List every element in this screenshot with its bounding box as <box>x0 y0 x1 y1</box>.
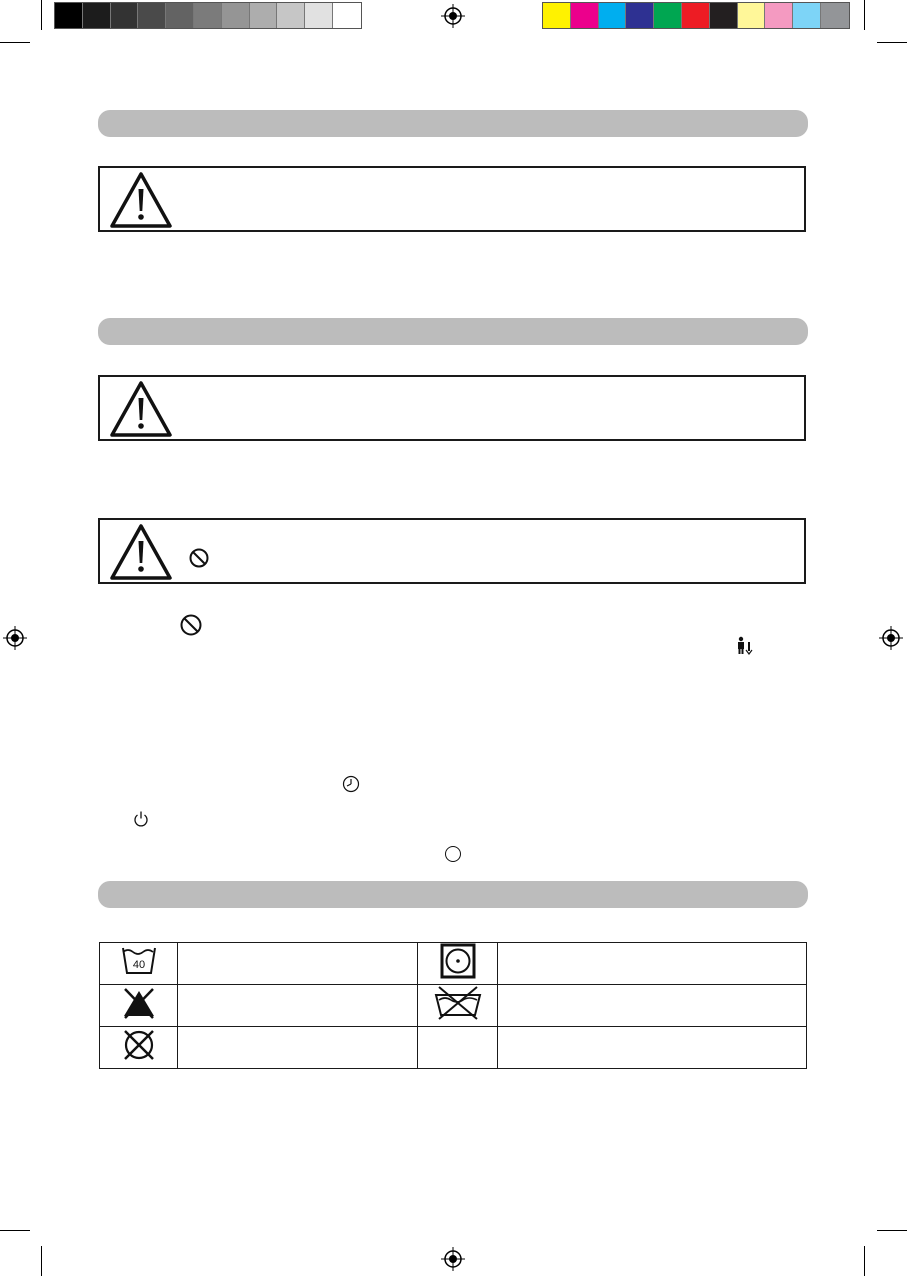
wash-temperature-label: 40 <box>132 959 145 971</box>
no-iron-icon <box>418 985 498 1027</box>
color-swatch <box>138 3 166 28</box>
tumble-dry-icon <box>418 943 498 985</box>
color-swatch <box>821 3 849 28</box>
table-row <box>100 985 807 1027</box>
crop-mark <box>41 0 42 30</box>
care-text <box>498 943 807 985</box>
color-swatch <box>571 3 599 28</box>
crop-mark <box>41 1246 42 1276</box>
color-swatch <box>599 3 627 28</box>
color-swatch <box>305 3 333 28</box>
care-text <box>178 1027 418 1069</box>
warning-box <box>98 518 806 584</box>
no-bleach-icon <box>100 985 178 1027</box>
color-swatch <box>111 3 139 28</box>
table-row <box>100 943 807 985</box>
care-text <box>498 1027 807 1069</box>
color-swatch <box>250 3 278 28</box>
warning-triangle-icon <box>109 171 173 229</box>
color-swatch <box>222 3 250 28</box>
color-swatch <box>194 3 222 28</box>
color-swatch <box>543 3 571 28</box>
table-row <box>100 1027 807 1069</box>
crop-mark <box>864 0 865 30</box>
grayscale-swatch-strip <box>54 2 362 29</box>
color-swatch <box>738 3 766 28</box>
section-header-bar <box>98 110 808 137</box>
registration-mark-bottom <box>441 1247 465 1271</box>
crop-mark <box>0 1230 30 1231</box>
color-swatch <box>682 3 710 28</box>
section-header-bar <box>98 318 808 345</box>
warning-triangle-icon <box>109 523 173 581</box>
care-text <box>498 985 807 1027</box>
warning-box <box>98 166 806 232</box>
person-temperature-icon <box>735 636 753 656</box>
prohibited-icon <box>188 547 210 569</box>
prohibited-icon <box>179 613 203 637</box>
color-swatch-strip <box>542 2 850 29</box>
crop-mark <box>877 42 907 43</box>
crop-mark <box>0 42 30 43</box>
warning-box <box>98 375 806 441</box>
color-swatch <box>793 3 821 28</box>
empty-icon-cell <box>418 1027 498 1069</box>
crop-mark <box>864 1246 865 1276</box>
wash-40-icon <box>100 943 178 985</box>
power-icon <box>133 810 149 828</box>
care-text <box>178 943 418 985</box>
registration-mark-right <box>879 626 903 650</box>
color-swatch <box>654 3 682 28</box>
color-swatch <box>277 3 305 28</box>
no-dry-clean-icon <box>100 1027 178 1069</box>
color-swatch <box>710 3 738 28</box>
color-swatch <box>83 3 111 28</box>
circle-icon <box>444 845 462 863</box>
color-swatch <box>626 3 654 28</box>
care-text <box>178 985 418 1027</box>
registration-mark-left <box>3 626 27 650</box>
clock-icon <box>342 775 360 793</box>
registration-mark-top <box>441 4 465 28</box>
color-swatch <box>166 3 194 28</box>
crop-mark <box>877 1230 907 1231</box>
color-swatch <box>55 3 83 28</box>
care-instructions-table <box>99 942 807 1069</box>
color-swatch <box>765 3 793 28</box>
warning-triangle-icon <box>109 380 173 438</box>
section-header-bar <box>98 881 808 908</box>
color-swatch <box>333 3 361 28</box>
